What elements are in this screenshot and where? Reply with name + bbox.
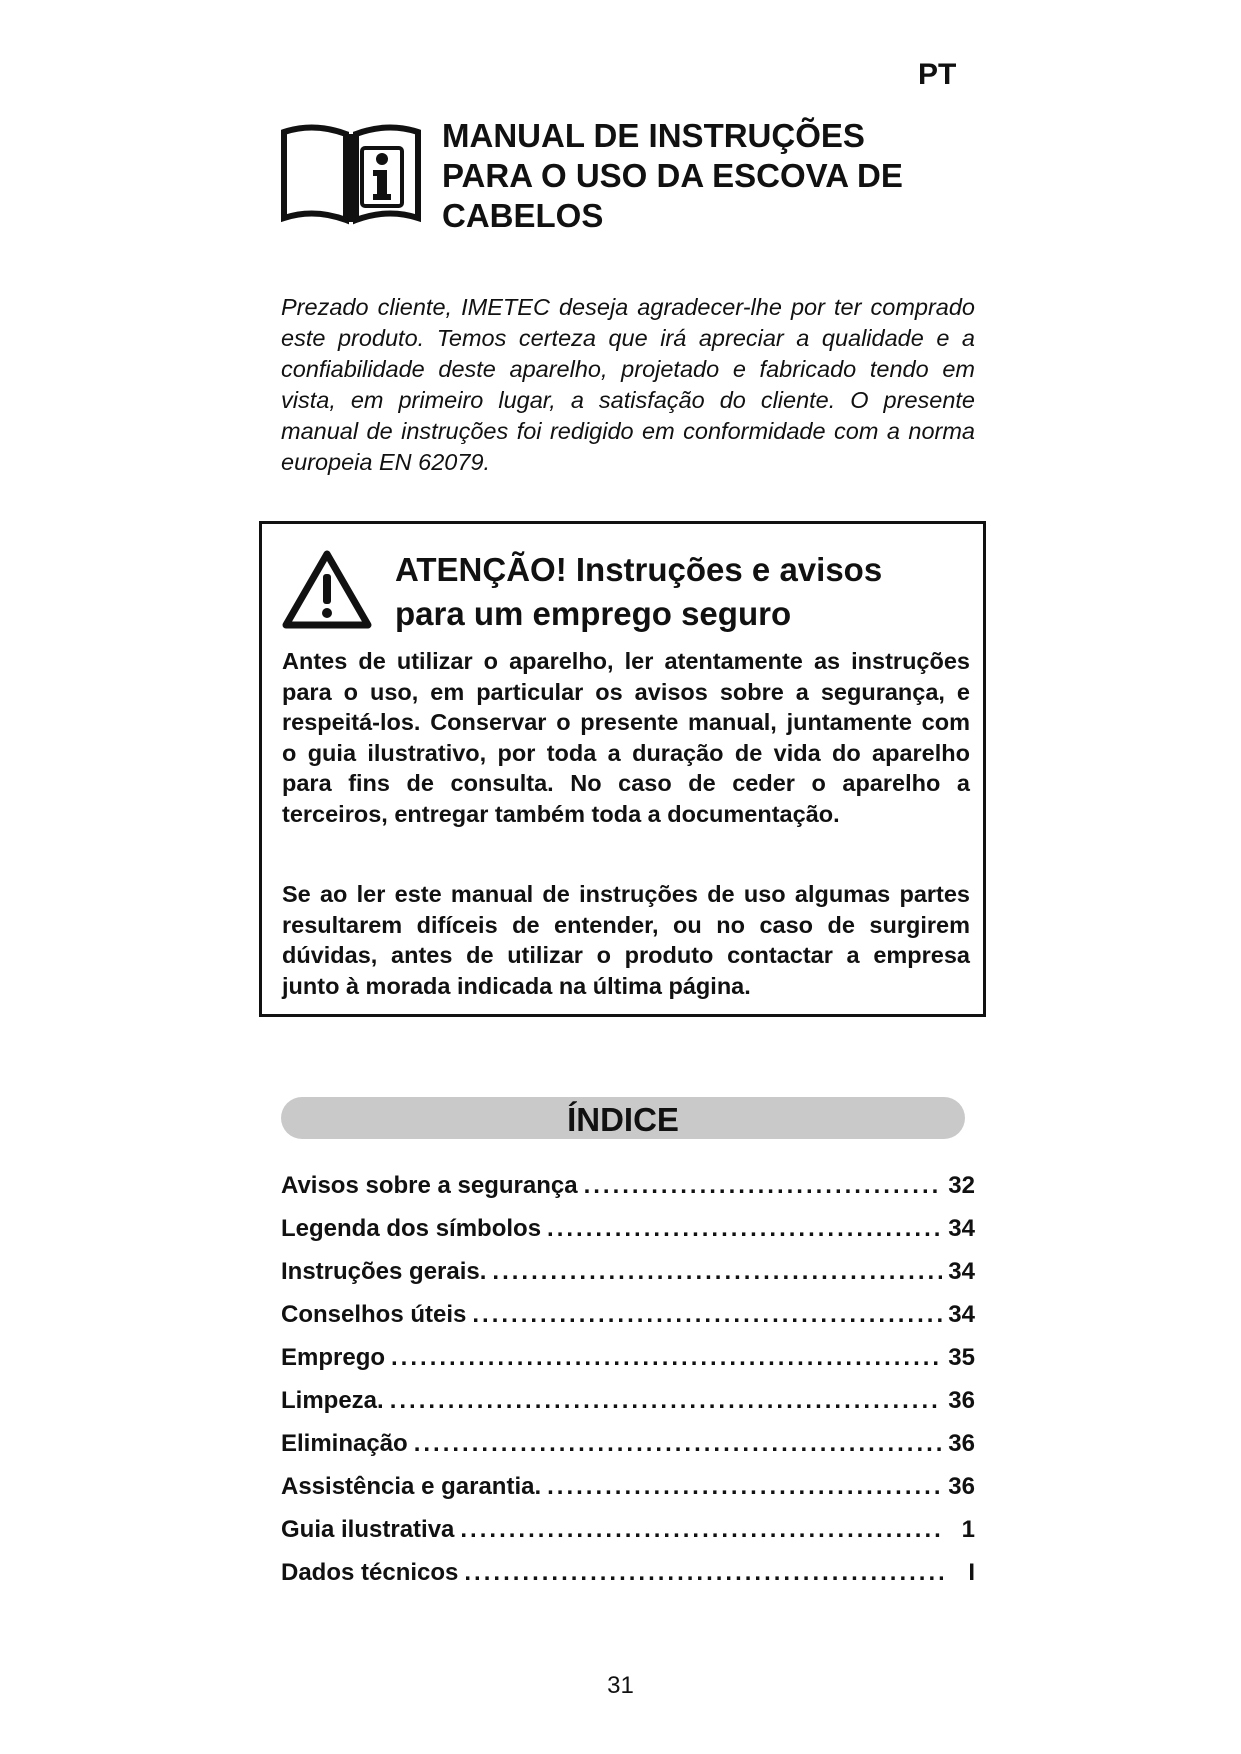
warning-paragraph: Antes de utilizar o aparelho, ler atentamente as instruções para o uso, em particular os avisos sobre a segurança, e respeitá-los. Conservar o presente manual, juntamente com o guia ilustrativo, por toda a duração de vida do aparelho para fins de consulta. No caso de ceder o aparelho a terceiros, entregar também toda a documentação. <box>282 648 970 827</box>
toc-entry-label: Eliminação <box>281 1430 408 1457</box>
toc-entry-label: Legenda dos símbolos <box>281 1215 542 1242</box>
warning-title-line: ATENÇÃO! Instruções e avisos <box>395 551 883 588</box>
toc-entry-label: Assistência e garantia. <box>281 1473 542 1500</box>
intro-paragraph: Prezado cliente, IMETEC deseja agradecer-lhe por ter comprado este produto. Temos certeza que irá apreciar a qualidade e a confiabilidade deste aparelho, projetado e fabricado tendo em vista, em primeiro lugar, a satisfação do cliente. O presente manual de instruções foi redigido em conformidade com a norma europeia EN 62079. <box>281 294 975 475</box>
toc-entry-page: 34 <box>948 1215 975 1242</box>
title-line: MANUAL DE INSTRUÇÕES <box>442 117 865 154</box>
toc-leader-dots <box>460 1516 943 1544</box>
toc-entry-page: I <box>968 1559 975 1586</box>
warning-title-line: para um emprego seguro <box>395 595 792 632</box>
toc-leader-dots <box>547 1215 942 1243</box>
manual-info-icon <box>278 124 424 228</box>
toc-entry[interactable] <box>281 1559 975 1602</box>
toc-leader-dots <box>472 1301 942 1329</box>
language-code: PT <box>918 58 957 91</box>
toc-entry[interactable] <box>281 1215 975 1258</box>
toc-entry-page: 35 <box>948 1344 975 1371</box>
title-line: CABELOS <box>442 197 604 234</box>
toc-entry-label: Limpeza. <box>281 1387 384 1414</box>
table-of-contents <box>281 1172 975 1602</box>
toc-leader-dots <box>391 1344 942 1372</box>
toc-entry-page: 36 <box>948 1430 975 1457</box>
toc-entry-label: Conselhos úteis <box>281 1301 467 1328</box>
toc-entry-label: Avisos sobre a segurança <box>281 1172 578 1199</box>
page-number: 31 <box>607 1672 634 1699</box>
toc-leader-dots <box>547 1473 942 1501</box>
toc-entry[interactable] <box>281 1258 975 1301</box>
index-header-bar <box>281 1097 965 1139</box>
toc-entry-page: 34 <box>948 1258 975 1285</box>
toc-entry-page: 1 <box>961 1516 975 1543</box>
toc-entry-page: 36 <box>948 1473 975 1500</box>
toc-entry-label: Instruções gerais. <box>281 1258 487 1285</box>
toc-entry[interactable] <box>281 1172 975 1215</box>
toc-entry[interactable] <box>281 1387 975 1430</box>
toc-leader-dots <box>464 1559 943 1587</box>
toc-entry[interactable] <box>281 1344 975 1387</box>
toc-entry[interactable] <box>281 1301 975 1344</box>
toc-entry-page: 36 <box>948 1387 975 1414</box>
toc-entry[interactable] <box>281 1473 975 1516</box>
title-line: PARA O USO DA ESCOVA DE <box>442 157 903 194</box>
toc-leader-dots <box>584 1172 943 1200</box>
toc-entry[interactable] <box>281 1516 975 1559</box>
toc-entry-page: 34 <box>948 1301 975 1328</box>
warning-triangle-icon <box>281 548 373 630</box>
index-title: ÍNDICE <box>567 1101 679 1138</box>
toc-entry-label: Emprego <box>281 1344 386 1371</box>
toc-leader-dots <box>492 1258 942 1286</box>
toc-leader-dots <box>390 1387 943 1415</box>
toc-entry[interactable] <box>281 1430 975 1473</box>
toc-entry-page: 32 <box>948 1172 975 1199</box>
toc-leader-dots <box>414 1430 943 1458</box>
toc-entry-label: Dados técnicos <box>281 1559 459 1586</box>
safety-warning-box <box>259 521 986 1017</box>
warning-paragraph: Se ao ler este manual de instruções de uso algumas partes resultarem difíceis de entender, ou no caso de surgirem dúvidas, antes de utilizar o produto contactar a empresa junto à morada indicada na última página. <box>282 881 970 999</box>
warning-title <box>395 548 955 636</box>
toc-entry-label: Guia ilustrativa <box>281 1516 455 1543</box>
manual-title <box>442 116 962 236</box>
